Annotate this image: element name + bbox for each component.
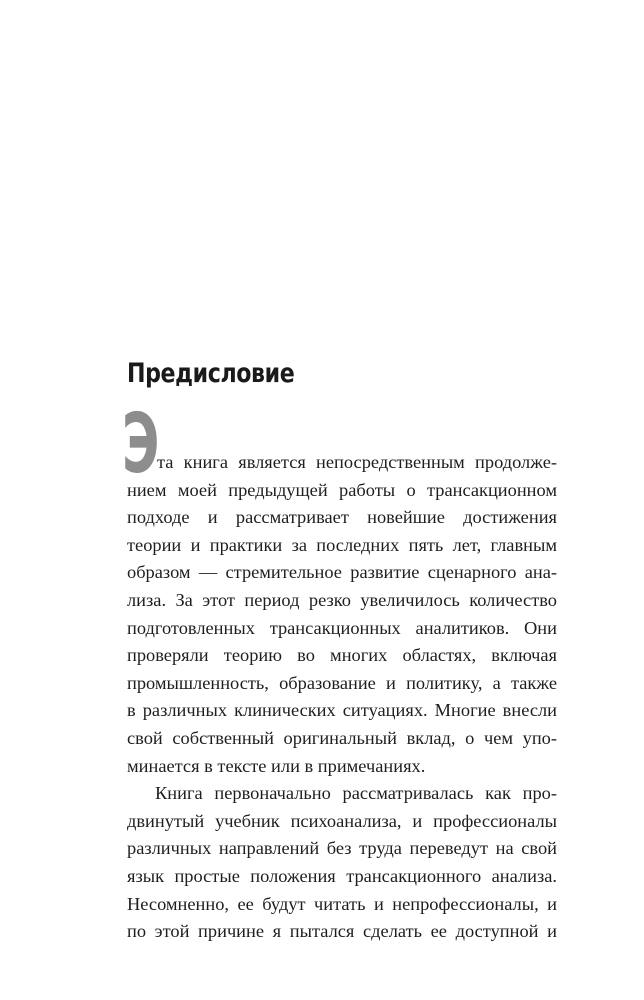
text-line: теории и практики за последних пять лет, главным xyxy=(127,534,557,555)
text-line: минается в тексте или в примечаниях. xyxy=(127,755,426,776)
text-line: различных направлений без труда переведут на свой xyxy=(127,838,557,859)
body-text xyxy=(127,449,557,946)
text-line: подготовленных трансакционных аналитиков. Они xyxy=(127,617,557,638)
text-line: промышленность, образование и политику, а также xyxy=(127,672,557,693)
text-line: проверяли теорию во многих областях, включая xyxy=(127,645,557,666)
text-line: образом — стремительное развитие сценарного ана- xyxy=(127,562,557,583)
text-line: Книга первоначально рассматривалась как про- xyxy=(155,783,557,804)
text-line: в различных клинических ситуациях. Многие внесли xyxy=(127,700,557,721)
paragraph-1 xyxy=(127,449,557,780)
chapter-title: Предисловие xyxy=(127,358,295,389)
text-line: лиза. За этот период резко увеличилось количество xyxy=(127,589,557,610)
text-line: язык простые положения трансакционного анализа. xyxy=(127,865,557,886)
text-line: Несомненно, ее будут читать и непрофессионалы, и xyxy=(127,893,557,914)
text-line: свой собственный оригинальный вклад, о чем упо- xyxy=(127,727,557,748)
text-line: та книга является непосредственным продолже- xyxy=(157,452,557,472)
text-line: по этой причине я пытался сделать ее доступной и xyxy=(127,921,557,942)
paragraph-2 xyxy=(127,780,557,946)
text-line: подходе и рассматривает новейшие достижения xyxy=(127,507,557,528)
drop-cap-letter: Э xyxy=(122,397,160,492)
text-line: двинутый учебник психоанализа, и профессионалы xyxy=(127,810,557,831)
text-line: нием моей предыдущей работы о трансакционном xyxy=(127,479,557,500)
